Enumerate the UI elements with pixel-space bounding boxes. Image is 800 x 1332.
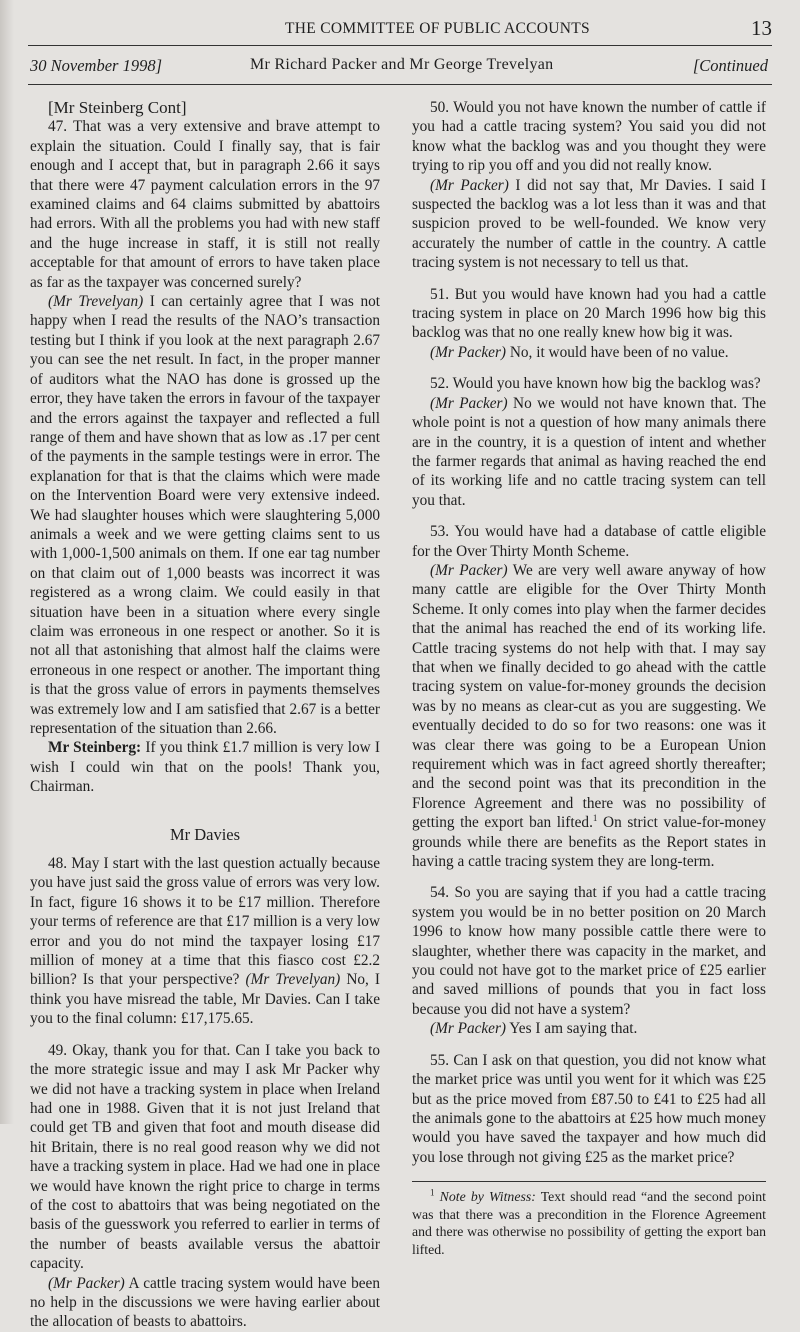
- answer-text: A cattle tracing system would have been no help in the discussions we were having earlier about the allocation of beasts to abattoirs.: [30, 1274, 380, 1331]
- statement-steinberg: [30, 738, 380, 796]
- right-column: [412, 98, 766, 1258]
- subheader-rule: [28, 84, 772, 85]
- question-48: [30, 854, 380, 1029]
- answer-text-continued: On strict value-for-money grounds while there are benefits as the Report states in having a cattle tracing system they are long-term.: [412, 814, 767, 871]
- section-heading-davies: Mr Davies: [169, 824, 241, 844]
- answer-text: Yes I am saying that.: [509, 1020, 638, 1038]
- answer-text: No, I think you have misread the table, Mr Davies. Can I take you to the final column: £17,175.65.: [30, 971, 381, 1028]
- question-52: 52. Would you have known how big the backlog was?: [430, 375, 761, 393]
- answer-speaker: (Mr Packer): [430, 561, 508, 579]
- question-49: 49. Okay, thank you for that. Can I take you back to the more strategic issue and may I ask Mr Packer why we did not have a tracking system in place when Ireland had one in 1988. Given that it is not just Ireland that could get TB and given that foot and mouth disease did hit Britain, there is no real good reason why we did not have a tracking system in place. Had we had one in place we would have known the right price to charge in terms of the cost to abattoirs that was being negotiated on the basis of the guesswork you referred to earlier in terms of the number of beasts available versus the abattoir capacity.: [30, 1041, 380, 1273]
- scan-margin-shadow: [0, 0, 14, 1124]
- answer-speaker: (Mr Trevelyan): [245, 971, 341, 989]
- footnote-mark: 1: [430, 1187, 435, 1198]
- answer-speaker: (Mr Packer): [430, 176, 509, 194]
- speaker-heading: [Mr Steinberg Cont]: [48, 98, 187, 117]
- answer-text: I did not say that, Mr Davies. I said I suspected the backlog was a lot less than it was and that suspicion proved to be well-founded. We know very accurately the number of cattle in the country. A cattle tracing system is not necessary to tell us that.: [412, 176, 766, 272]
- answer-49: [30, 1274, 380, 1332]
- answer-50: [412, 176, 766, 273]
- question-55: 55. Can I ask on that question, you did not know what the market price was until you went for it which was £25 but as the price moved from £87.50 to £41 to £25 had all the animals gone to the abattoirs at £25 how much money would you have saved the taxpayer and how much did you lose through not giving £25 as the market price?: [412, 1051, 766, 1166]
- answer-text: I can certainly agree that I was not happy when I read the results of the NAO’s transaction testing but I think if you look at the next paragraph 2.67 you can see the net result. In fact, in the proper manner of auditors what the NAO has done is grossed up the error, they have taken the errors in favour of the taxpayer and the errors against the taxpayer and reflected a full range of them and have shown that as low as .17 per cent of the payments in the sample testings were in error. The explanation for that is that the claims which were made on the Intervention Board were very extensive indeed. We had slaughter houses which were slaughtering 5,000 animals a week and we were getting claims sent to us with 1,000-1,500 animals on them. If one ear tag number on that claim out of 1,000 beasts was incorrect it was registered as a wrong claim. We could easily in that situation have been in a situation where every single claim was erroneous in one respect or another. So it is not all that astonishing that almost half the claims were erroneous in one respect or another. The important thing is that the gross value of errors in payments themselves was extremely low and I am satisfied that 2.67 is a better representation of the situation than 2.66.: [30, 293, 380, 737]
- answer-speaker: (Mr Trevelyan): [48, 293, 144, 311]
- footnote-reference[interactable]: 1: [592, 813, 598, 824]
- answer-speaker: (Mr Packer): [430, 394, 508, 412]
- answer-text: No, it would have been of no value.: [509, 343, 729, 361]
- answer-47: [30, 292, 380, 738]
- page-number: 13: [751, 16, 772, 40]
- answer-53: [412, 561, 766, 872]
- question-51: 51. But you would have known had you had a cattle tracing system in place on 20 March 1996 how big this backlog was that no one really knew how big it was.: [412, 285, 766, 342]
- answer-52: [412, 394, 766, 510]
- question-53: 53. You would have had a database of cattle eligible for the Over Thirty Month Scheme.: [412, 523, 766, 560]
- statement-speaker: Mr Steinberg:: [48, 739, 142, 757]
- answer-speaker: (Mr Packer): [430, 1020, 507, 1038]
- answer-speaker: (Mr Packer): [430, 343, 507, 361]
- footnote-text: Text should read “and the second point was that there was a precondition in the Florence Agreement and there was otherwise no possibility of getting the export ban lifted.: [412, 1189, 767, 1257]
- answer-54: [412, 1019, 766, 1038]
- footnote: [412, 1188, 766, 1258]
- question-54: 54. So you are saying that if you had a cattle tracing system you would be in no better position on 20 March 1996 to know how many possible cattle there were to slaughter, whether there was capacity in the market, and you could not have got to the market price of £25 earlier and saved millions of pounds that you in fact loss because you did not have a system?: [412, 884, 766, 1018]
- running-head: THE COMMITTEE OF PUBLIC ACCOUNTS: [285, 20, 590, 37]
- continued-label: [Continued: [692, 56, 768, 75]
- session-date: 30 November 1998]: [30, 56, 162, 75]
- question-text: 48. May I start with the last question actually because you have just said the gross value of errors was very low. In fact, figure 16 shows it to be £17 million. Therefore your terms of reference are that £17 million is a very low error and you do not mind the taxpayer losing £17 million of money at a time that this fiasco cost £2.2 billion? Is that your perspective?: [30, 855, 380, 989]
- answer-speaker: (Mr Packer): [48, 1274, 125, 1292]
- left-column: [30, 98, 380, 1332]
- answer-51: [412, 343, 766, 362]
- footnote-label: Note by Witness:: [439, 1189, 536, 1205]
- footnote-rule: [412, 1181, 766, 1182]
- question-47: 47. That was a very extensive and brave attempt to explain the situation. Could I finally say, that is fair enough and I accept that, but in paragraph 2.66 it says that there were 47 payment calculation errors in the 97 examined claims and 64 claims submitted by abattoirs had errors. With all the problems you had with new staff and the huge increase in staff, it is still not really acceptable for that amount of errors to have taken place as far as the taxpayer was concerned surely?: [30, 118, 380, 291]
- answer-text: We are very well aware anyway of how many cattle are eligible for the Over Thirty Month Scheme. It only comes into play when the farmer decides that the animal has reached the end of its working life. Cattle tracing systems do not help with that. I may say that when we finally decided to go ahead with the cattle tracing system on value-for-money grounds the decision was by no means as clear-cut as you are suggesting. We eventually decided to do so for two reasons: one was it was clear there was going to be a European Union requirement which was in fact agreed shortly thereafter; and the second point was that its precondition in the Florence Agreement and there was no possibility of getting the export ban lifted.: [412, 561, 766, 832]
- witness-names: Mr Richard Packer and Mr George Trevelyan: [250, 56, 554, 73]
- header-rule: [28, 45, 772, 46]
- answer-text: No we would not have known that. The whole point is not a question of how many animals there are in the country, it is a question of intent and whether the farmer regards that animal as having reached the end of its working life and no cattle tracing system can tell you that.: [412, 394, 767, 509]
- question-50: 50. Would you not have known the number of cattle if you had a cattle tracing system? You said you did not know what the backlog was and you thought they were trying to rip you off and you did not really know.: [412, 99, 766, 175]
- statement-text: If you think £1.7 million is very low I wish I could win that on the pools! Thank you, Chairman.: [30, 739, 380, 796]
